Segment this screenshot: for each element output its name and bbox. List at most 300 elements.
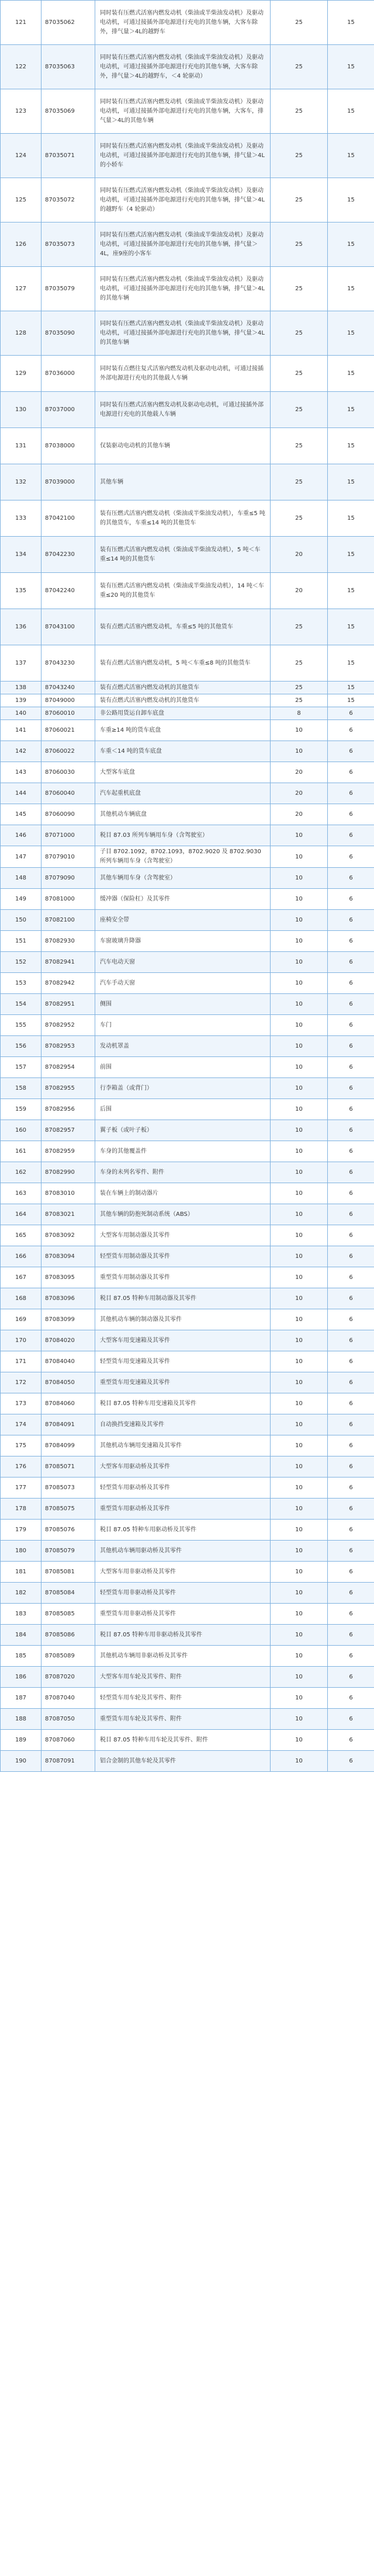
- cell-a: 25: [271, 311, 328, 356]
- cell-desc: 大型客车用车轮及其零件、附件: [95, 1667, 271, 1688]
- cell-desc: 重型货车用驱动桥及其零件: [95, 1499, 271, 1520]
- cell-code: 87082955: [41, 1078, 95, 1099]
- cell-a: 10: [271, 1435, 328, 1456]
- cell-idx: 142: [1, 741, 41, 762]
- table-row: [1, 931, 374, 952]
- cell-idx: 162: [1, 1162, 41, 1183]
- cell-desc: 子目 8702.1092，8702.1093，8702.9020 及 8702.9030 所列车辆用车身（含驾驶室）: [95, 846, 271, 868]
- cell-a: 20: [271, 537, 328, 573]
- cell-desc: 轻型货车用车轮及其零件、附件: [95, 1688, 271, 1709]
- cell-desc: 汽车电动天窗: [95, 952, 271, 973]
- cell-desc: 装有压燃式活塞内燃发动机（柴油或半柴油发动机），车重≤5 吨的其他货车，车重≤14 吨的其他货车: [95, 500, 271, 537]
- cell-code: 87035063: [41, 45, 95, 89]
- cell-idx: 158: [1, 1078, 41, 1099]
- cell-a: 10: [271, 889, 328, 910]
- cell-idx: 166: [1, 1246, 41, 1267]
- cell-idx: 176: [1, 1456, 41, 1478]
- cell-b: 15: [328, 1, 374, 45]
- cell-desc: 税目 87.03 所列车辆用车身（含驾驶室）: [95, 825, 271, 846]
- cell-a: 10: [271, 1393, 328, 1414]
- cell-desc: 大型客车用驱动桥及其零件: [95, 1456, 271, 1478]
- cell-desc: 其他车辆用车身（含驾驶室）: [95, 868, 271, 889]
- cell-desc: 轻型货车用非驱动桥及其零件: [95, 1583, 271, 1604]
- table-row: [1, 1499, 374, 1520]
- cell-code: 87085076: [41, 1520, 95, 1541]
- cell-a: 10: [271, 1246, 328, 1267]
- table-row: [1, 1288, 374, 1309]
- cell-b: 6: [328, 1141, 374, 1162]
- cell-code: 87081000: [41, 889, 95, 910]
- cell-a: 10: [271, 1625, 328, 1646]
- cell-desc: 同时装有点燃往复式活塞内燃发动机及驱动电动机，可通过接插外部电源进行充电的其他载人车辆: [95, 356, 271, 392]
- cell-code: 87082956: [41, 1099, 95, 1120]
- table-row: [1, 464, 374, 500]
- cell-idx: 165: [1, 1225, 41, 1246]
- cell-idx: 144: [1, 783, 41, 804]
- cell-a: 10: [271, 1372, 328, 1393]
- cell-desc: 其他车辆的防抱死制动系统（ABS）: [95, 1204, 271, 1225]
- table-row: [1, 89, 374, 134]
- cell-code: 87036000: [41, 356, 95, 392]
- table-row: [1, 994, 374, 1015]
- cell-desc: 其他机动车辆底盘: [95, 804, 271, 825]
- cell-idx: 143: [1, 762, 41, 783]
- cell-code: 87082100: [41, 910, 95, 931]
- cell-desc: 车重＜14 吨的货车底盘: [95, 741, 271, 762]
- cell-code: 87035072: [41, 178, 95, 223]
- cell-b: 15: [328, 537, 374, 573]
- cell-idx: 124: [1, 134, 41, 178]
- cell-b: 6: [328, 1267, 374, 1288]
- table-row: [1, 1078, 374, 1099]
- cell-a: 10: [271, 1709, 328, 1730]
- cell-code: 87084050: [41, 1372, 95, 1393]
- cell-a: 10: [271, 1583, 328, 1604]
- cell-b: 15: [328, 464, 374, 500]
- cell-b: 15: [328, 392, 374, 428]
- cell-desc: 同时装有压燃式活塞内燃发动机（柴油或半柴油发动机）及驱动电动机，可通过接插外部电源进行充电的其他车辆，排气量＞4L的其他车辆: [95, 311, 271, 356]
- cell-code: 87035079: [41, 267, 95, 311]
- table-row: [1, 694, 374, 707]
- cell-desc: 非公路用货运自卸车底盘: [95, 707, 271, 720]
- table-row: [1, 741, 374, 762]
- cell-idx: 130: [1, 392, 41, 428]
- cell-b: 6: [328, 1520, 374, 1541]
- cell-code: 87087040: [41, 1688, 95, 1709]
- cell-desc: 大型客车用制动器及其零件: [95, 1225, 271, 1246]
- cell-desc: 装有点燃式活塞内燃发动机，车重≤5 吨的其他货车: [95, 609, 271, 645]
- cell-desc: 轻型货车用变速箱及其零件: [95, 1351, 271, 1372]
- cell-idx: 128: [1, 311, 41, 356]
- cell-a: 20: [271, 783, 328, 804]
- table-row: [1, 910, 374, 931]
- cell-a: 10: [271, 1183, 328, 1204]
- cell-idx: 175: [1, 1435, 41, 1456]
- cell-desc: 税目 87.05 特种车用非驱动桥及其零件: [95, 1625, 271, 1646]
- cell-idx: 137: [1, 645, 41, 682]
- cell-idx: 185: [1, 1646, 41, 1667]
- cell-idx: 149: [1, 889, 41, 910]
- cell-b: 15: [328, 428, 374, 464]
- cell-b: 6: [328, 1246, 374, 1267]
- cell-a: 10: [271, 1267, 328, 1288]
- cell-b: 6: [328, 889, 374, 910]
- cell-code: 87082990: [41, 1162, 95, 1183]
- cell-idx: 156: [1, 1036, 41, 1057]
- cell-code: 87083094: [41, 1246, 95, 1267]
- cell-a: 25: [271, 464, 328, 500]
- cell-idx: 138: [1, 682, 41, 694]
- cell-b: 6: [328, 1225, 374, 1246]
- cell-idx: 157: [1, 1057, 41, 1078]
- cell-code: 87060030: [41, 762, 95, 783]
- cell-desc: 装有压燃式活塞内燃发动机（柴油或半柴油发动机），5 吨＜车重≤14 吨的其他货车: [95, 537, 271, 573]
- cell-b: 15: [328, 45, 374, 89]
- cell-code: 87043100: [41, 609, 95, 645]
- cell-desc: 发动机罩盖: [95, 1036, 271, 1057]
- cell-a: 25: [271, 356, 328, 392]
- cell-code: 87087020: [41, 1667, 95, 1688]
- cell-idx: 136: [1, 609, 41, 645]
- cell-code: 87082954: [41, 1057, 95, 1078]
- cell-b: 15: [328, 311, 374, 356]
- cell-code: 87082942: [41, 973, 95, 994]
- cell-desc: 重型货车用非驱动桥及其零件: [95, 1604, 271, 1625]
- table-row: [1, 1246, 374, 1267]
- cell-b: 6: [328, 1183, 374, 1204]
- cell-a: 10: [271, 1036, 328, 1057]
- cell-a: 10: [271, 1015, 328, 1036]
- cell-idx: 184: [1, 1625, 41, 1646]
- table-row: [1, 1688, 374, 1709]
- table-row: [1, 1204, 374, 1225]
- cell-idx: 141: [1, 720, 41, 741]
- cell-code: 87060010: [41, 707, 95, 720]
- cell-b: 15: [328, 694, 374, 707]
- cell-code: 87083010: [41, 1183, 95, 1204]
- cell-idx: 133: [1, 500, 41, 537]
- cell-code: 87085085: [41, 1604, 95, 1625]
- table-row: [1, 1667, 374, 1688]
- cell-desc: 大型客车用非驱动桥及其零件: [95, 1562, 271, 1583]
- cell-desc: 翼子板（或叶子板）: [95, 1120, 271, 1141]
- table-row: [1, 1015, 374, 1036]
- cell-idx: 173: [1, 1393, 41, 1414]
- cell-code: 87082957: [41, 1120, 95, 1141]
- cell-idx: 134: [1, 537, 41, 573]
- cell-code: 87043230: [41, 645, 95, 682]
- cell-code: 87085073: [41, 1478, 95, 1499]
- cell-a: 10: [271, 1351, 328, 1372]
- cell-desc: 轻型货车用制动器及其零件: [95, 1246, 271, 1267]
- table-row: [1, 1141, 374, 1162]
- cell-a: 20: [271, 804, 328, 825]
- cell-code: 87082953: [41, 1036, 95, 1057]
- table-row: [1, 720, 374, 741]
- table-row: [1, 1183, 374, 1204]
- cell-b: 6: [328, 1646, 374, 1667]
- cell-b: 15: [328, 682, 374, 694]
- cell-code: 87060022: [41, 741, 95, 762]
- cell-b: 6: [328, 741, 374, 762]
- cell-desc: 前围: [95, 1057, 271, 1078]
- cell-b: 6: [328, 1078, 374, 1099]
- cell-desc: 汽车起重机底盘: [95, 783, 271, 804]
- cell-b: 15: [328, 267, 374, 311]
- cell-a: 10: [271, 1225, 328, 1246]
- cell-desc: 重型货车用变速箱及其零件: [95, 1372, 271, 1393]
- cell-desc: 自动换挡变速箱及其零件: [95, 1414, 271, 1435]
- cell-b: 6: [328, 825, 374, 846]
- cell-idx: 163: [1, 1183, 41, 1204]
- cell-idx: 189: [1, 1730, 41, 1751]
- cell-code: 87038000: [41, 428, 95, 464]
- cell-b: 6: [328, 1478, 374, 1499]
- cell-idx: 168: [1, 1288, 41, 1309]
- cell-desc: 同时装有压燃式活塞内燃发动机（柴油或半柴油发动机）及驱动电动机，可通过接插外部电源进行充电的其他车辆，排气量＞4L的越野车（4 轮驱动）: [95, 178, 271, 223]
- cell-code: 87082930: [41, 931, 95, 952]
- cell-desc: 大型客车底盘: [95, 762, 271, 783]
- table-row: [1, 973, 374, 994]
- cell-idx: 186: [1, 1667, 41, 1688]
- cell-idx: 174: [1, 1414, 41, 1435]
- cell-code: 87084099: [41, 1435, 95, 1456]
- cell-code: 87082959: [41, 1141, 95, 1162]
- cell-desc: 同时装有压燃式活塞内燃发动机（柴油或半柴油发动机）及驱动电动机，可通过接插外部电源进行充电的其他车辆，排气量＞4L的小轿车: [95, 134, 271, 178]
- cell-b: 6: [328, 1162, 374, 1183]
- cell-desc: 车身的未列名零件、附件: [95, 1162, 271, 1183]
- cell-desc: 侧围: [95, 994, 271, 1015]
- cell-a: 25: [271, 645, 328, 682]
- table-row: [1, 868, 374, 889]
- cell-code: 87042100: [41, 500, 95, 537]
- cell-b: 15: [328, 500, 374, 537]
- table-row: [1, 1225, 374, 1246]
- cell-b: 6: [328, 1499, 374, 1520]
- table-row: [1, 1, 374, 45]
- cell-b: 6: [328, 1730, 374, 1751]
- cell-desc: 同时装有压燃式活塞内燃发动机（柴油或半柴油发动机）及驱动电动机，可通过接插外部电源进行充电的其他车辆，大客车除外，排气量＞4L的越野车: [95, 1, 271, 45]
- table-row: [1, 1646, 374, 1667]
- cell-a: 10: [271, 1309, 328, 1330]
- cell-idx: 151: [1, 931, 41, 952]
- cell-code: 87084040: [41, 1351, 95, 1372]
- table-row: [1, 45, 374, 89]
- cell-a: 10: [271, 973, 328, 994]
- cell-code: 87084060: [41, 1393, 95, 1414]
- cell-b: 6: [328, 1036, 374, 1057]
- cell-b: 6: [328, 1709, 374, 1730]
- cell-desc: 缓冲器（保险杠）及其零件: [95, 889, 271, 910]
- cell-idx: 127: [1, 267, 41, 311]
- table-row: [1, 1562, 374, 1583]
- cell-idx: 153: [1, 973, 41, 994]
- cell-b: 6: [328, 846, 374, 868]
- cell-desc: 装在车辆上的制动器片: [95, 1183, 271, 1204]
- cell-idx: 147: [1, 846, 41, 868]
- cell-desc: 轻型货车用驱动桥及其零件: [95, 1478, 271, 1499]
- cell-a: 10: [271, 910, 328, 931]
- cell-idx: 190: [1, 1751, 41, 1772]
- cell-code: 87035073: [41, 223, 95, 267]
- cell-desc: 同时装有压燃式活塞内燃发动机及驱动电动机，可通过接插外部电源进行充电的其他载人车辆: [95, 392, 271, 428]
- cell-idx: 167: [1, 1267, 41, 1288]
- table-row: [1, 952, 374, 973]
- cell-b: 6: [328, 1625, 374, 1646]
- cell-desc: 重型货车用制动器及其零件: [95, 1267, 271, 1288]
- table-row: [1, 1520, 374, 1541]
- cell-b: 6: [328, 1688, 374, 1709]
- table-row: [1, 609, 374, 645]
- cell-code: 87083021: [41, 1204, 95, 1225]
- cell-b: 6: [328, 1015, 374, 1036]
- cell-idx: 126: [1, 223, 41, 267]
- cell-code: 87084091: [41, 1414, 95, 1435]
- cell-a: 10: [271, 1667, 328, 1688]
- cell-idx: 177: [1, 1478, 41, 1499]
- cell-code: 87039000: [41, 464, 95, 500]
- cell-code: 87042240: [41, 573, 95, 609]
- cell-code: 87043240: [41, 682, 95, 694]
- cell-desc: 装有压燃式活塞内燃发动机（柴油或半柴油发动机），14 吨＜车重≤20 吨的其他货车: [95, 573, 271, 609]
- cell-a: 25: [271, 682, 328, 694]
- cell-code: 87083099: [41, 1309, 95, 1330]
- cell-idx: 132: [1, 464, 41, 500]
- cell-code: 87060090: [41, 804, 95, 825]
- cell-a: 10: [271, 1078, 328, 1099]
- cell-a: 10: [271, 952, 328, 973]
- cell-idx: 129: [1, 356, 41, 392]
- table-row: [1, 1099, 374, 1120]
- cell-desc: 同时装有压燃式活塞内燃发动机（柴油或半柴油发动机）及驱动电动机，可通过接插外部电源进行充电的其他车辆，大客车除外，排气量＞4L的越野车，＜4 轮驱动）: [95, 45, 271, 89]
- cell-b: 15: [328, 223, 374, 267]
- cell-idx: 135: [1, 573, 41, 609]
- table-row: [1, 134, 374, 178]
- cell-idx: 150: [1, 910, 41, 931]
- cell-b: 6: [328, 1541, 374, 1562]
- cell-code: 87060040: [41, 783, 95, 804]
- cell-b: 6: [328, 720, 374, 741]
- cell-idx: 125: [1, 178, 41, 223]
- cell-desc: 税目 87.05 特种车用驱动桥及其零件: [95, 1520, 271, 1541]
- cell-idx: 140: [1, 707, 41, 720]
- table-row: [1, 762, 374, 783]
- cell-code: 87060021: [41, 720, 95, 741]
- cell-desc: 座椅安全带: [95, 910, 271, 931]
- table-row: [1, 1456, 374, 1478]
- cell-idx: 183: [1, 1604, 41, 1625]
- cell-b: 15: [328, 573, 374, 609]
- cell-code: 87085081: [41, 1562, 95, 1583]
- cell-desc: 铝合金制的其他车轮及其零件: [95, 1751, 271, 1772]
- cell-code: 87082941: [41, 952, 95, 973]
- cell-b: 6: [328, 804, 374, 825]
- cell-b: 6: [328, 1309, 374, 1330]
- cell-b: 6: [328, 1562, 374, 1583]
- cell-b: 6: [328, 910, 374, 931]
- cell-code: 87087091: [41, 1751, 95, 1772]
- table-row: [1, 1120, 374, 1141]
- cell-b: 6: [328, 707, 374, 720]
- cell-b: 15: [328, 134, 374, 178]
- cell-idx: 160: [1, 1120, 41, 1141]
- cell-a: 20: [271, 573, 328, 609]
- cell-idx: 152: [1, 952, 41, 973]
- cell-a: 10: [271, 720, 328, 741]
- cell-idx: 178: [1, 1499, 41, 1520]
- table-row: [1, 178, 374, 223]
- table-row: [1, 1267, 374, 1288]
- cell-b: 6: [328, 1583, 374, 1604]
- table-row: [1, 1583, 374, 1604]
- cell-a: 25: [271, 1, 328, 45]
- cell-b: 6: [328, 783, 374, 804]
- cell-idx: 172: [1, 1372, 41, 1393]
- cell-a: 10: [271, 741, 328, 762]
- table-row: [1, 1625, 374, 1646]
- cell-idx: 159: [1, 1099, 41, 1120]
- cell-b: 6: [328, 868, 374, 889]
- cell-a: 25: [271, 267, 328, 311]
- table-row: [1, 223, 374, 267]
- cell-desc: 同时装有压燃式活塞内燃发动机（柴油或半柴油发动机）及驱动电动机，可通过接插外部电源进行充电的其他车辆，大客车，排气量＞4L的其他车辆: [95, 89, 271, 134]
- cell-code: 87085075: [41, 1499, 95, 1520]
- cell-a: 10: [271, 846, 328, 868]
- cell-a: 10: [271, 1120, 328, 1141]
- cell-a: 25: [271, 500, 328, 537]
- table-row: [1, 1036, 374, 1057]
- cell-code: 87071000: [41, 825, 95, 846]
- table-row: [1, 1393, 374, 1414]
- cell-b: 15: [328, 645, 374, 682]
- cell-desc: 汽车手动天窗: [95, 973, 271, 994]
- cell-b: 15: [328, 609, 374, 645]
- cell-idx: 154: [1, 994, 41, 1015]
- table-row: [1, 1604, 374, 1625]
- cell-b: 6: [328, 1372, 374, 1393]
- cell-b: 6: [328, 1351, 374, 1372]
- cell-code: 87049000: [41, 694, 95, 707]
- cell-desc: 后围: [95, 1099, 271, 1120]
- table-row: [1, 356, 374, 392]
- cell-code: 87079090: [41, 868, 95, 889]
- cell-a: 10: [271, 1541, 328, 1562]
- table-row: [1, 537, 374, 573]
- table-row: [1, 707, 374, 720]
- table-row: [1, 1309, 374, 1330]
- cell-b: 6: [328, 1414, 374, 1435]
- cell-idx: 131: [1, 428, 41, 464]
- cell-idx: 169: [1, 1309, 41, 1330]
- cell-code: 87085084: [41, 1583, 95, 1604]
- table-row: [1, 1414, 374, 1435]
- table-row: [1, 573, 374, 609]
- cell-code: 87083096: [41, 1288, 95, 1309]
- cell-a: 10: [271, 1057, 328, 1078]
- cell-idx: 188: [1, 1709, 41, 1730]
- table-row: [1, 1730, 374, 1751]
- table-row: [1, 1541, 374, 1562]
- table-row: [1, 267, 374, 311]
- cell-b: 6: [328, 1435, 374, 1456]
- cell-code: 87037000: [41, 392, 95, 428]
- cell-b: 6: [328, 1057, 374, 1078]
- cell-b: 6: [328, 994, 374, 1015]
- cell-idx: 164: [1, 1204, 41, 1225]
- cell-desc: 装有点燃式活塞内燃发动机的其他货车: [95, 694, 271, 707]
- cell-code: 87082951: [41, 994, 95, 1015]
- cell-b: 6: [328, 1288, 374, 1309]
